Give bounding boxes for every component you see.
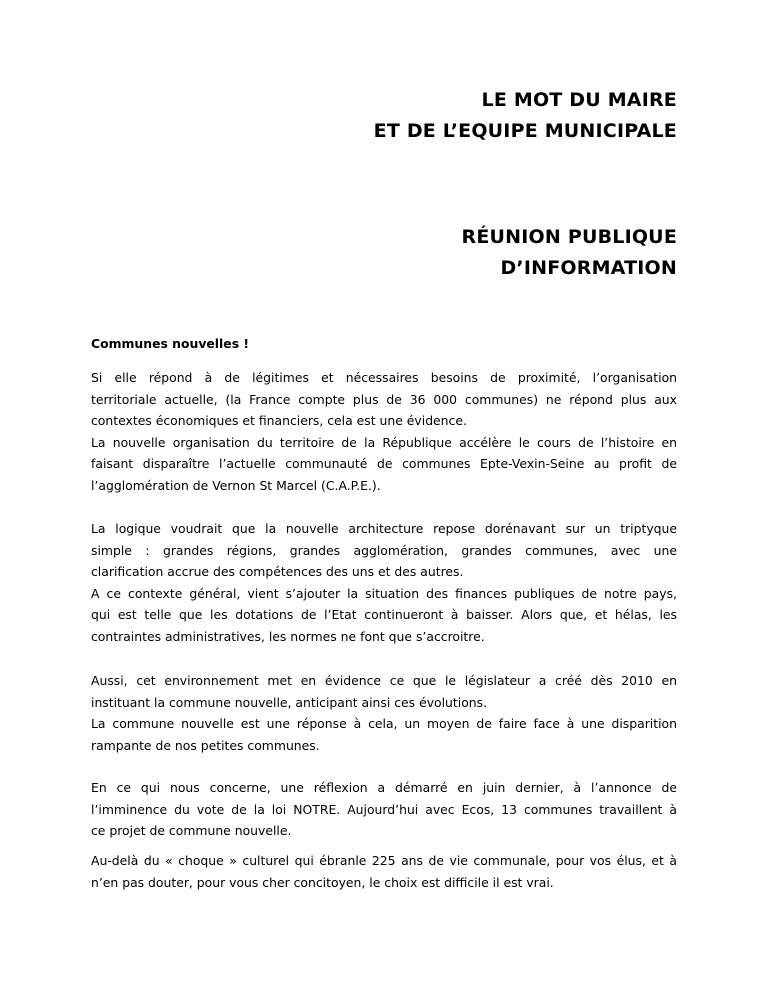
paragraph-line: territoriale actuelle, (la France compte plus de 36 000 communes) ne répond plus aux	[91, 391, 677, 407]
paragraph-line: clarification accrue des compétences des uns et des autres.	[91, 564, 464, 579]
sub-heading	[462, 222, 677, 284]
paragraph-line: Au-delà du « choque » culturel qui ébranle 225 ans de vie communale, pour vos élus, et à	[91, 853, 677, 868]
paragraph	[91, 367, 677, 496]
main-heading-line-1: LE MOT DU MAIRE	[481, 89, 677, 111]
paragraph	[91, 670, 677, 713]
main-heading	[374, 85, 677, 147]
paragraph	[91, 713, 677, 756]
paragraph-line: Si elle répond à de légitimes et nécessaires besoins de proximité, l’organisation	[91, 370, 677, 385]
paragraph-line: En ce qui nous concerne, une réflexion a démarré en juin dernier, à l’annonce de	[91, 780, 677, 795]
paragraph-line: La logique voudrait que la nouvelle architecture repose dorénavant sur un triptyque	[91, 521, 677, 536]
paragraph-line: l’agglomération de Vernon St Marcel (C.A.P.E.).	[91, 477, 381, 493]
paragraph-line: n’en pas douter, pour vous cher concitoyen, le choix est difficile il est vrai.	[91, 874, 554, 890]
paragraph-line: simple : grandes régions, grandes agglomération, grandes communes, avec une	[91, 542, 677, 558]
paragraph	[91, 518, 677, 647]
paragraph-line: faisant disparaître l’actuelle communauté de communes Epte-Vexin-Seine au profit de	[91, 456, 677, 471]
sub-heading-line-2: D’INFORMATION	[500, 257, 677, 279]
paragraph	[91, 850, 677, 893]
paragraph	[91, 777, 677, 842]
paragraph-line: contraintes administratives, les normes ne font que s’accroitre.	[91, 628, 485, 644]
paragraph-line: La nouvelle organisation du territoire de la République accélère le cours de l’histoire en	[91, 434, 677, 450]
main-heading-line-2: ET DE L’EQUIPE MUNICIPALE	[373, 120, 677, 142]
paragraph-line: qui est telle que les dotations de l’Etat continueront à baisser. Alors que, et hélas, les	[91, 607, 677, 622]
sub-heading-line-1: RÉUNION PUBLIQUE	[461, 226, 677, 248]
paragraph-line: Aussi, cet environnement met en évidence ce que le législateur a créé dès 2010 en	[91, 673, 677, 688]
paragraph-line: La commune nouvelle est une réponse à cela, un moyen de faire face à une disparition	[91, 716, 677, 731]
paragraph-line: rampante de nos petites communes.	[91, 737, 320, 753]
paragraph-line: A ce contexte général, vient s’ajouter la situation des finances publiques de notre pays,	[91, 585, 677, 601]
paragraph-line: l’imminence du vote de la loi NOTRE. Aujourd’hui avec Ecos, 13 communes travaillent à	[91, 801, 677, 817]
section-title: Communes nouvelles !	[91, 336, 250, 351]
paragraph-line: contextes économiques et financiers, cela est une évidence.	[91, 413, 467, 428]
paragraph-line: ce projet de commune nouvelle.	[91, 823, 292, 838]
paragraph-line: instituant la commune nouvelle, anticipant ainsi ces évolutions.	[91, 694, 488, 710]
